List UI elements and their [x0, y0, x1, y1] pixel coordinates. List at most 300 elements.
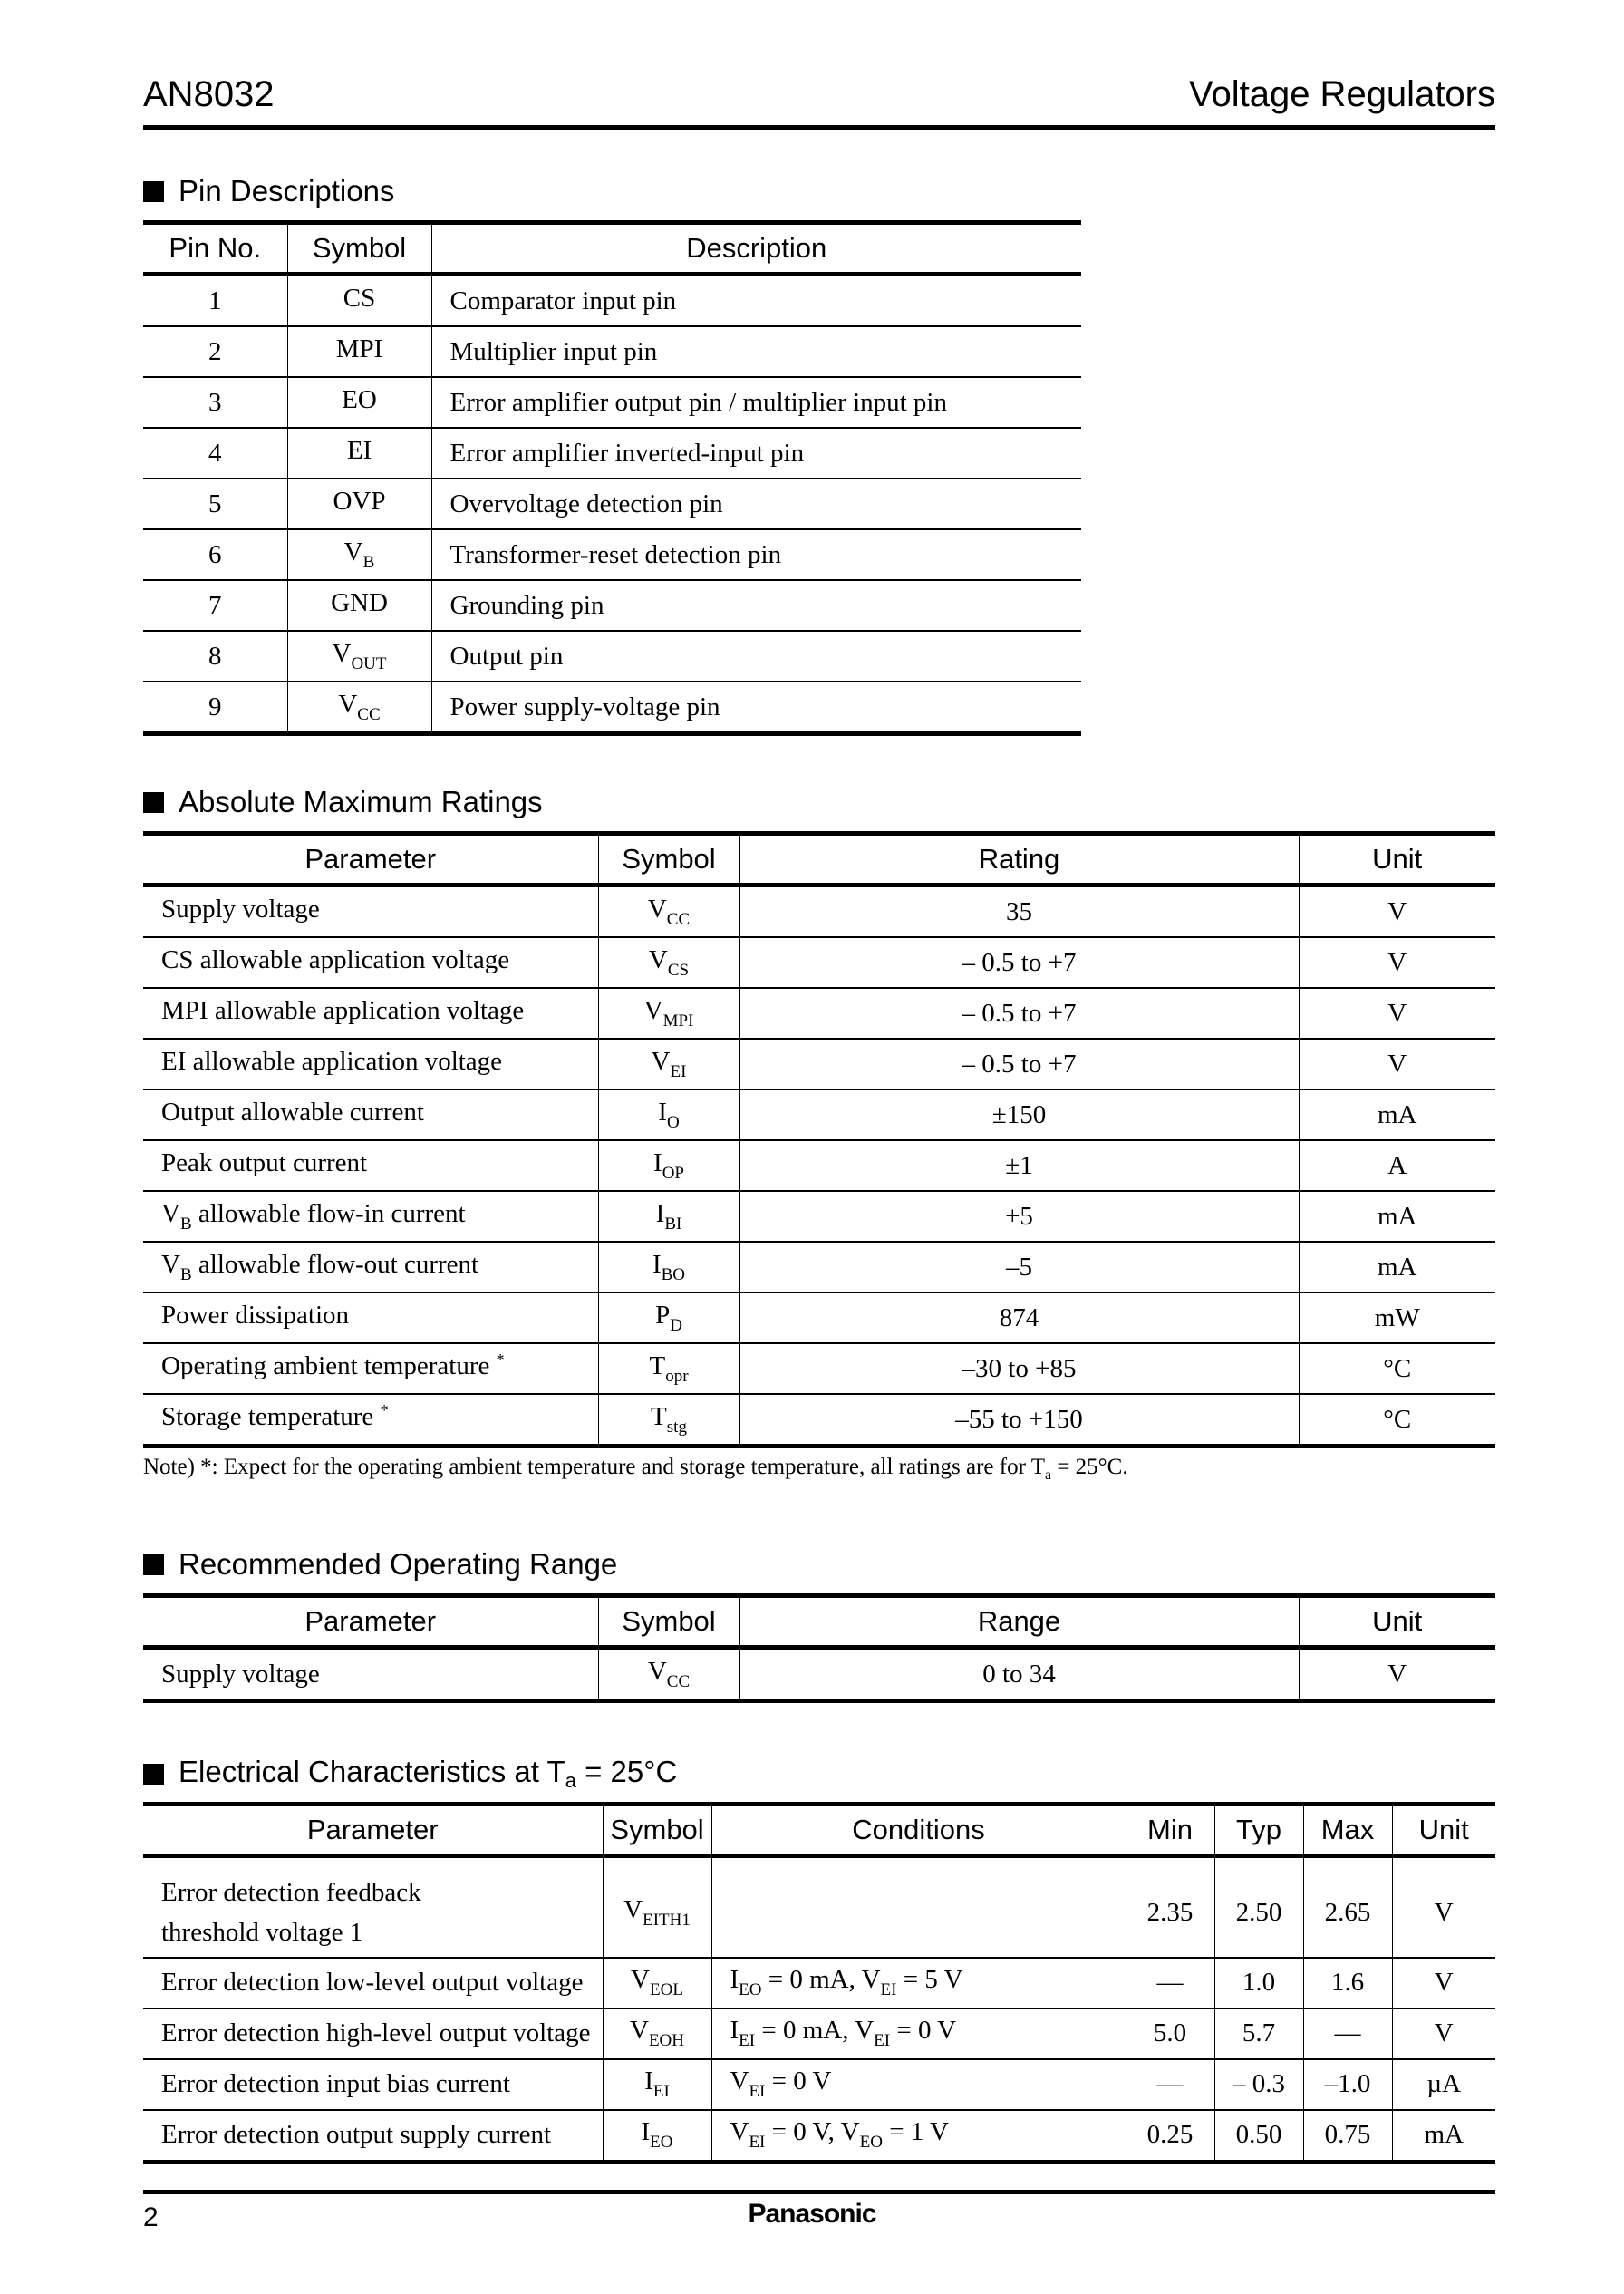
- symbol-subscript: EOH: [648, 2031, 684, 2050]
- symbol-subscript: opr: [665, 1366, 689, 1386]
- unit-text: mA: [1424, 2120, 1464, 2149]
- parameter-line1: Error detection high-level output voltage: [161, 2018, 591, 2047]
- min-text: 2.35: [1146, 1897, 1194, 1927]
- condition-symbol: V: [730, 2067, 749, 2096]
- unit-text: °C: [1383, 1404, 1412, 1434]
- pin-number-text: 7: [208, 590, 222, 620]
- range-value: 0 to 34: [982, 1659, 1056, 1689]
- symbol-subscript: CC: [357, 704, 381, 724]
- condition-subscript: EI: [739, 2031, 756, 2050]
- pin-description-text: Overvoltage detection pin: [450, 489, 723, 518]
- symbol-subscript: MPI: [662, 1011, 694, 1031]
- max-value: [1303, 1958, 1392, 2008]
- section-title-text: [179, 1755, 677, 1793]
- parameter: [143, 988, 598, 1039]
- pin-symbol: [287, 479, 431, 529]
- table-row: [143, 2059, 1495, 2110]
- condition-value: = 0 mA,: [755, 2016, 856, 2045]
- condition-value: = 1 V: [882, 2117, 949, 2146]
- rating-value: – 0.5 to +7: [962, 1049, 1077, 1079]
- symbol-text: I: [652, 1249, 662, 1279]
- pin-symbol: [287, 580, 431, 631]
- parameter-text: Power dissipation: [161, 1301, 350, 1330]
- rating: [740, 1394, 1299, 1447]
- parameter-text: allowable flow-in current: [191, 1199, 466, 1228]
- unit: [1299, 1648, 1495, 1701]
- pin-number: [143, 479, 287, 529]
- min-text: 0.25: [1146, 2120, 1194, 2149]
- table-row: [143, 1292, 1495, 1343]
- column-header: Conditions: [711, 1805, 1126, 1856]
- table-row: [143, 1140, 1495, 1191]
- footnote-asterisk: *: [496, 1350, 505, 1369]
- parameter: [143, 1191, 598, 1242]
- typ-value: [1214, 2110, 1303, 2163]
- pin-number-text: 4: [208, 438, 222, 468]
- pin-description-text: Error amplifier inverted-input pin: [450, 438, 805, 468]
- column-header: Parameter: [143, 1805, 603, 1856]
- footnote-asterisk: *: [380, 1401, 389, 1419]
- pin-description: [431, 682, 1081, 734]
- pin-description: [431, 580, 1081, 631]
- symbol-text: EO: [342, 384, 377, 414]
- parameter-text: Peak output current: [161, 1148, 368, 1177]
- unit: [1299, 1089, 1495, 1140]
- unit: [1299, 1343, 1495, 1394]
- table-row: [143, 1648, 1495, 1701]
- parameter-line1: Error detection feedback: [161, 1878, 421, 1908]
- section-title-text: Recommended Operating Range: [179, 1547, 618, 1581]
- table-row: [143, 580, 1081, 631]
- bullet-square-icon: [143, 1764, 164, 1785]
- column-header: Pin No.: [143, 223, 287, 275]
- symbol-subscript: CC: [666, 909, 691, 929]
- symbol: [603, 1958, 711, 2008]
- table-row: [143, 1039, 1495, 1089]
- symbol-text: V: [648, 944, 668, 974]
- symbol: [598, 1343, 740, 1394]
- max-value: [1303, 2008, 1392, 2059]
- table-row: [143, 1343, 1495, 1394]
- pin-number: [143, 631, 287, 682]
- column-header: Unit: [1392, 1805, 1495, 1856]
- symbol-subscript: stg: [666, 1417, 687, 1437]
- column-header: Symbol: [598, 1596, 740, 1648]
- rating: [740, 1140, 1299, 1191]
- bullet-square-icon: [143, 792, 164, 813]
- symbol-subscript: BO: [661, 1264, 686, 1284]
- parameter-prefix-subscript: B: [179, 1265, 192, 1284]
- table-row: [143, 529, 1081, 580]
- parameter-text: allowable flow-out current: [191, 1250, 479, 1279]
- column-header: Parameter: [143, 1596, 598, 1648]
- table-row: [143, 1856, 1495, 1958]
- unit-text: V: [1434, 2018, 1454, 2047]
- section-title-recommended-operating-range: [143, 1547, 617, 1582]
- parameter-line1: Error detection low-level output voltage: [161, 1968, 584, 1997]
- parameter: [143, 1292, 598, 1343]
- column-header: Range: [740, 1596, 1299, 1648]
- typ-text: 5.7: [1242, 2018, 1276, 2047]
- table-row: [143, 631, 1081, 682]
- symbol: [603, 1856, 711, 1958]
- min-text: —: [1156, 1968, 1184, 1997]
- unit: [1299, 886, 1495, 938]
- symbol: [598, 1191, 740, 1242]
- symbol-text: I: [655, 1198, 665, 1228]
- condition-value: = 0 V: [765, 2067, 832, 2096]
- table-row: [143, 1958, 1495, 2008]
- section-title-pin-descriptions: [143, 174, 394, 208]
- max-text: 2.65: [1324, 1897, 1371, 1927]
- section-title-electrical-characteristics: [143, 1755, 677, 1793]
- pin-number-text: 6: [208, 539, 222, 569]
- rating: [740, 1039, 1299, 1089]
- symbol-text: T: [649, 1350, 666, 1380]
- unit-value: [1392, 1958, 1495, 2008]
- rating-value: – 0.5 to +7: [962, 998, 1077, 1028]
- table-header-row: [143, 1596, 1495, 1648]
- condition-symbol: V: [730, 2117, 749, 2146]
- symbol: [598, 1089, 740, 1140]
- column-header: Rating: [740, 834, 1299, 886]
- column-header: Description: [431, 223, 1081, 275]
- parameter-prefix: V: [161, 1250, 180, 1279]
- condition-subscript: EI: [874, 2031, 891, 2050]
- pin-description-text: Grounding pin: [450, 590, 604, 620]
- electrical-characteristics-table: [143, 1802, 1495, 2164]
- column-header: Typ: [1214, 1805, 1303, 1856]
- condition-subscript: EI: [749, 2133, 766, 2152]
- section-title-text: Pin Descriptions: [179, 174, 395, 208]
- table-row: [143, 326, 1081, 377]
- part-number: AN8032: [143, 74, 275, 114]
- parameter-text: Operating ambient temperature: [161, 1351, 497, 1380]
- conditions: [711, 2008, 1126, 2059]
- condition-value: = 5 V: [896, 1965, 963, 1994]
- pin-number-text: 5: [208, 489, 222, 518]
- symbol-text: V: [647, 894, 667, 924]
- brand-logo: Panasonic: [748, 2199, 876, 2229]
- parameter: [143, 1039, 598, 1089]
- unit: [1299, 1394, 1495, 1447]
- symbol: [603, 2008, 711, 2059]
- parameter-prefix: V: [161, 1199, 180, 1228]
- unit: [1299, 937, 1495, 988]
- bullet-square-icon: [143, 181, 164, 202]
- unit-text: V: [1387, 998, 1407, 1028]
- condition-subscript: EO: [739, 1980, 762, 1999]
- symbol-text: V: [343, 537, 363, 566]
- parameter: [143, 1343, 598, 1394]
- max-value: [1303, 2110, 1392, 2163]
- note-text: Note) *: Expect for the operating ambient temperature and storage temperature, all ratings are for T: [143, 1455, 1045, 1479]
- rating: [740, 937, 1299, 988]
- symbol: [598, 988, 740, 1039]
- table-row: [143, 1191, 1495, 1242]
- parameter-prefix-subscript: B: [179, 1215, 192, 1234]
- typ-text: 2.50: [1235, 1897, 1282, 1927]
- unit-text: mA: [1378, 1099, 1417, 1129]
- symbol-text: P: [655, 1300, 671, 1330]
- pin-description-text: Comparator input pin: [450, 286, 677, 315]
- symbol-subscript: O: [666, 1112, 680, 1132]
- rating-value: +5: [1005, 1201, 1033, 1231]
- parameter: [143, 1958, 603, 2008]
- parameter-text: CS allowable application voltage: [161, 945, 510, 974]
- symbol-text: MPI: [335, 334, 383, 363]
- pin-symbol: [287, 326, 431, 377]
- page-number: 2: [143, 2202, 159, 2232]
- pin-description-text: Multiplier input pin: [450, 336, 658, 366]
- pin-number-text: 1: [208, 286, 222, 315]
- symbol: [598, 886, 740, 938]
- symbol-text: V: [643, 995, 663, 1025]
- table-header-row: [143, 834, 1495, 886]
- table-row: [143, 2110, 1495, 2163]
- title-sub: a: [565, 1769, 576, 1792]
- parameter: [143, 2059, 603, 2110]
- unit-value: [1392, 2059, 1495, 2110]
- typ-value: [1214, 1958, 1303, 2008]
- pin-symbol: [287, 682, 431, 734]
- pin-symbol: [287, 631, 431, 682]
- table-row: [143, 937, 1495, 988]
- recommended-operating-range-table: [143, 1593, 1495, 1703]
- table-row: [143, 2008, 1495, 2059]
- rating: [740, 1343, 1299, 1394]
- condition-value: = 0 V: [890, 2016, 957, 2045]
- bullet-square-icon: [143, 1554, 164, 1575]
- symbol-subscript: EO: [650, 2133, 673, 2152]
- pin-descriptions-table: [143, 220, 1081, 736]
- unit-text: mW: [1374, 1302, 1420, 1332]
- parameter: [143, 1089, 598, 1140]
- symbol-text: GND: [331, 587, 388, 617]
- pin-description-text: Output pin: [450, 641, 564, 671]
- parameter-line1: Error detection input bias current: [161, 2069, 510, 2098]
- rating-value: –55 to +150: [955, 1404, 1083, 1434]
- symbol: [603, 2059, 711, 2110]
- symbol: [598, 1394, 740, 1447]
- typ-value: [1214, 2008, 1303, 2059]
- typ-text: 0.50: [1235, 2120, 1282, 2149]
- parameter-line1: Error detection output supply current: [161, 2120, 552, 2149]
- header-rule: [143, 125, 1495, 130]
- typ-value: [1214, 1856, 1303, 1958]
- min-text: 5.0: [1153, 2018, 1187, 2047]
- parameter-text: Storage temperature: [161, 1402, 381, 1431]
- parameter: [143, 1394, 598, 1447]
- table-row: [143, 1394, 1495, 1447]
- symbol-text: I: [641, 2117, 651, 2146]
- condition-symbol: V: [861, 1965, 881, 1994]
- pin-symbol: [287, 275, 431, 327]
- parameter-text: MPI allowable application voltage: [161, 996, 525, 1025]
- symbol-text: T: [651, 1401, 667, 1431]
- condition-symbol: I: [730, 2016, 740, 2045]
- column-header: Symbol: [287, 223, 431, 275]
- symbol-text: V: [338, 689, 358, 719]
- parameter-text: EI allowable application voltage: [161, 1047, 503, 1076]
- unit-text: mA: [1378, 1252, 1417, 1282]
- rating-value: 35: [1006, 896, 1032, 926]
- condition-subscript: EI: [880, 1980, 897, 1999]
- rating-value: 874: [999, 1302, 1039, 1332]
- rating: [740, 988, 1299, 1039]
- symbol-subscript: EOL: [650, 1980, 683, 1999]
- symbol: [598, 1292, 740, 1343]
- conditions: [711, 2059, 1126, 2110]
- table-row: [143, 377, 1081, 428]
- rating-value: ±1: [1005, 1150, 1033, 1180]
- pin-description-text: Power supply-voltage pin: [450, 692, 720, 721]
- ratings-note: [143, 1455, 1128, 1484]
- pin-description-text: Transformer-reset detection pin: [450, 539, 782, 569]
- parameter: [143, 2110, 603, 2163]
- table-header-row: [143, 1805, 1495, 1856]
- absolute-maximum-ratings-table: [143, 831, 1495, 1448]
- max-text: 0.75: [1324, 2120, 1371, 2149]
- condition-symbol: V: [840, 2117, 860, 2146]
- note-suffix: = 25°C.: [1051, 1455, 1128, 1479]
- unit: [1299, 1039, 1495, 1089]
- section-title-absolute-maximum-ratings: [143, 785, 543, 819]
- parameter-text: Output allowable current: [161, 1098, 424, 1127]
- parameter-text: Supply voltage: [161, 895, 320, 924]
- symbol: [598, 1648, 740, 1701]
- symbol-text: I: [658, 1097, 667, 1127]
- rating: [740, 1191, 1299, 1242]
- pin-number: [143, 682, 287, 734]
- unit-text: V: [1387, 1049, 1407, 1079]
- title-suffix: = 25°C: [575, 1755, 678, 1788]
- condition-subscript: EI: [749, 2082, 766, 2101]
- rating: [740, 1292, 1299, 1343]
- parameter: [143, 1140, 598, 1191]
- symbol-subscript: D: [670, 1315, 682, 1335]
- symbol-text: V: [332, 638, 352, 668]
- pin-description: [431, 631, 1081, 682]
- min-value: [1126, 2110, 1214, 2163]
- symbol-text: V: [629, 2016, 649, 2045]
- unit-text: V: [1434, 1968, 1454, 1997]
- unit: [1299, 1191, 1495, 1242]
- symbol: [603, 2110, 711, 2163]
- unit-text: mA: [1378, 1201, 1417, 1231]
- pin-description: [431, 479, 1081, 529]
- max-text: 1.6: [1330, 1968, 1365, 1997]
- rating-value: –5: [1006, 1252, 1032, 1282]
- condition-symbol: V: [855, 2016, 875, 2045]
- min-text: —: [1156, 2069, 1184, 2098]
- pin-symbol: [287, 377, 431, 428]
- table-row: [143, 479, 1081, 529]
- typ-text: – 0.3: [1232, 2069, 1285, 2098]
- column-header: Symbol: [598, 834, 740, 886]
- symbol: [598, 1140, 740, 1191]
- min-value: [1126, 2059, 1214, 2110]
- symbol-subscript: OP: [662, 1163, 684, 1183]
- pin-number-text: 3: [208, 387, 222, 417]
- column-header: Unit: [1299, 834, 1495, 886]
- condition-value: = 0 V,: [765, 2117, 841, 2146]
- symbol-text: CS: [343, 283, 376, 313]
- unit-text: µA: [1426, 2069, 1462, 2098]
- symbol-subscript: BI: [664, 1214, 682, 1234]
- table-row: [143, 275, 1081, 327]
- symbol-text: V: [624, 1894, 643, 1924]
- symbol-text: V: [651, 1046, 671, 1076]
- max-value: [1303, 2059, 1392, 2110]
- pin-number-text: 9: [208, 692, 222, 721]
- max-text: —: [1334, 2018, 1361, 2047]
- table-row: [143, 886, 1495, 938]
- pin-description: [431, 377, 1081, 428]
- pin-number: [143, 326, 287, 377]
- rating-value: ±150: [991, 1099, 1047, 1129]
- pin-number-text: 2: [208, 336, 222, 366]
- symbol-subscript: EITH1: [643, 1910, 691, 1930]
- footer-rule: [143, 2190, 1495, 2194]
- max-text: –1.0: [1324, 2069, 1371, 2098]
- max-value: [1303, 1856, 1392, 1958]
- table-row: [143, 1242, 1495, 1292]
- section-title-text: Absolute Maximum Ratings: [179, 785, 543, 818]
- parameter-text: Supply voltage: [161, 1659, 320, 1689]
- condition-symbol: I: [730, 1965, 740, 1994]
- parameter: [143, 886, 598, 938]
- symbol-text: I: [653, 1147, 662, 1177]
- unit-text: V: [1387, 896, 1407, 926]
- symbol-text: V: [647, 1656, 667, 1686]
- pin-description: [431, 428, 1081, 479]
- symbol-text: EI: [346, 435, 372, 465]
- unit-text: V: [1434, 1897, 1454, 1927]
- symbol: [598, 1039, 740, 1089]
- pin-description: [431, 529, 1081, 580]
- unit-text: V: [1387, 947, 1407, 977]
- pin-number: [143, 580, 287, 631]
- symbol-subscript: B: [362, 552, 375, 572]
- pin-number: [143, 377, 287, 428]
- column-header: Min: [1126, 1805, 1214, 1856]
- min-value: [1126, 2008, 1214, 2059]
- rating-value: –30 to +85: [962, 1353, 1077, 1383]
- unit: [1299, 1140, 1495, 1191]
- unit-value: [1392, 2110, 1495, 2163]
- symbol-text: OVP: [333, 486, 386, 516]
- table-header-row: [143, 223, 1081, 275]
- pin-number: [143, 275, 287, 327]
- unit-text: A: [1387, 1150, 1407, 1180]
- unit: [1299, 1242, 1495, 1292]
- symbol-text: V: [631, 1965, 650, 1994]
- parameter: [143, 2008, 603, 2059]
- parameter-line2: threshold voltage 1: [161, 1918, 363, 1948]
- symbol: [598, 937, 740, 988]
- column-header: Symbol: [603, 1805, 711, 1856]
- table-row: [143, 682, 1081, 734]
- unit: [1299, 1292, 1495, 1343]
- symbol-subscript: OUT: [351, 653, 387, 673]
- symbol-subscript: CC: [666, 1671, 691, 1691]
- typ-value: [1214, 2059, 1303, 2110]
- rating: [740, 886, 1299, 938]
- unit-value: [1392, 2008, 1495, 2059]
- table-row: [143, 1089, 1495, 1140]
- unit: [1299, 988, 1495, 1039]
